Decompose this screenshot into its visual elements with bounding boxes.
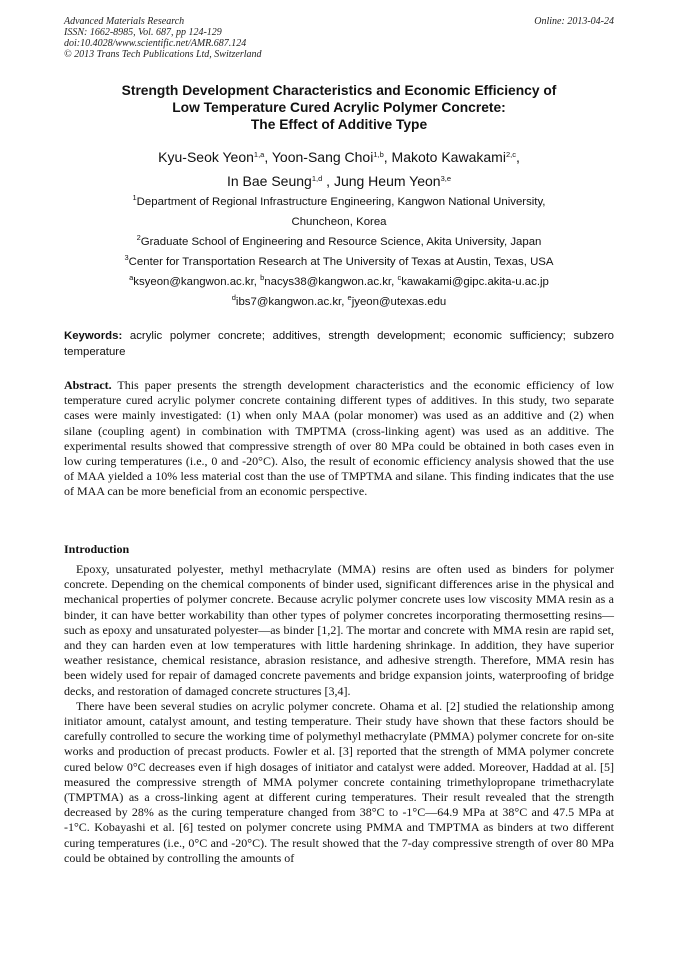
author-sup: 1,a bbox=[253, 150, 265, 159]
affiliation-text: Center for Transportation Research at The University of Texas at Austin, Texas, USA bbox=[128, 256, 554, 268]
section-heading-introduction: Introduction bbox=[64, 542, 130, 556]
journal-name: Advanced Materials Research bbox=[64, 16, 185, 27]
paper-title bbox=[64, 82, 614, 133]
author-name: Jung Heum Yeon bbox=[333, 173, 441, 189]
copyright-line: © 2013 Trans Tech Publications Ltd, Switzerland bbox=[64, 49, 262, 60]
keywords-text: acrylic polymer concrete; additives, strength development; economic sufficiency; subzero temperature bbox=[64, 330, 614, 358]
author-sup: 2,c bbox=[505, 150, 516, 159]
keywords bbox=[64, 328, 614, 360]
affiliation-sup: 2 bbox=[136, 233, 141, 242]
issn-line: ISSN: 1662-8985, Vol. 687, pp 124-129 bbox=[64, 27, 222, 38]
email-address[interactable]: kawakami@gipc.akita-u.ac.jp bbox=[401, 276, 549, 288]
email-sup: c bbox=[397, 273, 402, 282]
introduction-body bbox=[64, 562, 614, 866]
author-sup: 1,d bbox=[311, 174, 323, 183]
email-sup: b bbox=[260, 273, 265, 282]
abstract bbox=[64, 378, 614, 500]
email-line-1 bbox=[64, 272, 614, 292]
affiliation-sup: 1 bbox=[132, 193, 137, 202]
affiliation-text: Department of Regional Infrastructure Engineering, Kangwon National University, bbox=[136, 196, 546, 208]
author-sup: 3,e bbox=[440, 174, 452, 183]
affiliation-1 bbox=[64, 192, 614, 212]
email-address[interactable]: jyeon@utexas.edu bbox=[351, 296, 447, 308]
author-name: Kyu-Seok Yeon bbox=[158, 149, 254, 165]
author-sep: , bbox=[383, 149, 392, 165]
abstract-label: Abstract. bbox=[64, 378, 112, 392]
email-line-2 bbox=[64, 292, 614, 312]
affiliation-sup: 3 bbox=[124, 253, 129, 262]
author-sup: 1,b bbox=[373, 150, 384, 159]
author-name: In Bae Seung bbox=[226, 173, 312, 189]
title-line-3: The Effect of Additive Type bbox=[250, 117, 428, 132]
affiliation-1-cont: Chuncheon, Korea bbox=[291, 216, 387, 228]
keywords-label: Keywords: bbox=[64, 330, 123, 342]
email-address[interactable]: ksyeon@kangwon.ac.kr bbox=[133, 276, 254, 288]
intro-paragraph-1: Epoxy, unsaturated polyester, methyl methacrylate (MMA) resins are often used as binders for polymer concrete. Depending on the chemical components of binder used, significant differences arise in the physical and mechanical properties of polymer concrete. Because acrylic polymer concrete uses low viscosity MMA resin as a binder, it can have better workability than other types of polymer concretes incorporating thermosetting resins—such as epoxy and unsaturated polyester—as binder [1,2]. The mortar and concrete with MMA resin are rapid set, and they can harden even at low temperatures with little hardening shrinkage. In addition, they have superior weather resistance, chemical resistance, abrasion resistance, and adhesive strength. Therefore, MMA resin has been widely used for repair of damaged concrete pavements and bridge expansion joints, waterproofing of bridge decks, and restoration of damaged concrete structures [3,4]. bbox=[64, 562, 614, 698]
email-sup: d bbox=[231, 293, 236, 302]
online-date: Online: 2013-04-24 bbox=[534, 16, 614, 27]
abstract-text: This paper presents the strength development characteristics and the economic efficiency of low temperature cured acrylic polymer concrete containing different types of additives. In this study, two separate cases were mainly investigated: (1) when only MAA (polar monomer) was used as an additive and (2) when silane (coupling agent) in combination with TMPTMA (cross-linking agent) was used as an additive. The experimental results showed that compressive strength of over 80 MPa could be obtained in both cases even in low curing temperatures (i.e., 0 and -20°C). Also, the result of economic efficiency analysis showed that the use of MAA yielded a 10% less material cost than the use of TMPTMA and silane. This finding indicates that the use of MAA can be more beneficial from an economic perspective. bbox=[64, 378, 614, 499]
author-line-2 bbox=[64, 169, 614, 193]
author-name: Makoto Kawakami bbox=[391, 149, 506, 165]
title-line-2: Low Temperature Cured Acrylic Polymer Concrete: bbox=[172, 100, 506, 115]
author-sep: , bbox=[322, 173, 334, 189]
email-sup: a bbox=[129, 273, 134, 282]
email-sep: , bbox=[253, 276, 261, 288]
email-sep: , bbox=[391, 276, 398, 288]
email-sup: e bbox=[347, 293, 352, 302]
title-line-1: Strength Development Characteristics and Economic Efficiency of bbox=[121, 83, 557, 98]
author-sep: , bbox=[515, 149, 520, 165]
email-address[interactable]: nacys38@kangwon.ac.kr bbox=[264, 276, 392, 288]
intro-paragraph-2: There have been several studies on acrylic polymer concrete. Ohama et al. [2] studied the relationship among initiator amount, catalyst amount, and testing temperature. Their study have shown that these factors should be carefully controlled to secure the working time of polymethyl methacrylate (PMMA) polymer concrete for on-site works and production of precast products. Fowler et al. [3] reported that the strength of MMA polymer concrete cured below 0°C decreases even if high dosages of initiator and catalyst were added. Moreover, Haddad at al. [5] measured the compressive strength of MMA polymer concrete containing trimethylopropane trimethacrylate (TMPTMA) as a cross-linking agent at different curing temperatures. Their result revealed that the strength decreased by 28% as the curing temperature changed from 38°C to -1°C—64.9 MPa at 38°C and 47.5 MPa at -1°C. Kobayashi et al. [6] tested on polymer concrete using PMMA and TMPTMA as binders at two different curing temperatures (i.e., 0°C and -20°C). The result showed that the 7-day compressive strength of over 80 MPa could be obtained by controlling the amounts of bbox=[64, 698, 614, 865]
author-sep: , bbox=[264, 149, 272, 165]
affiliation-2 bbox=[64, 232, 614, 252]
journal-header bbox=[64, 16, 404, 60]
affiliations bbox=[64, 192, 614, 312]
email-address[interactable]: ibs7@kangwon.ac.kr bbox=[235, 296, 342, 308]
author-list bbox=[64, 145, 614, 193]
author-line-1 bbox=[64, 145, 614, 169]
affiliation-text: Graduate School of Engineering and Resource Science, Akita University, Japan bbox=[140, 236, 542, 248]
doi-line: doi:10.4028/www.scientific.net/AMR.687.124 bbox=[64, 38, 247, 49]
author-name: Yoon-Sang Choi bbox=[271, 149, 374, 165]
email-sep: , bbox=[341, 296, 348, 308]
affiliation-3 bbox=[64, 252, 614, 272]
